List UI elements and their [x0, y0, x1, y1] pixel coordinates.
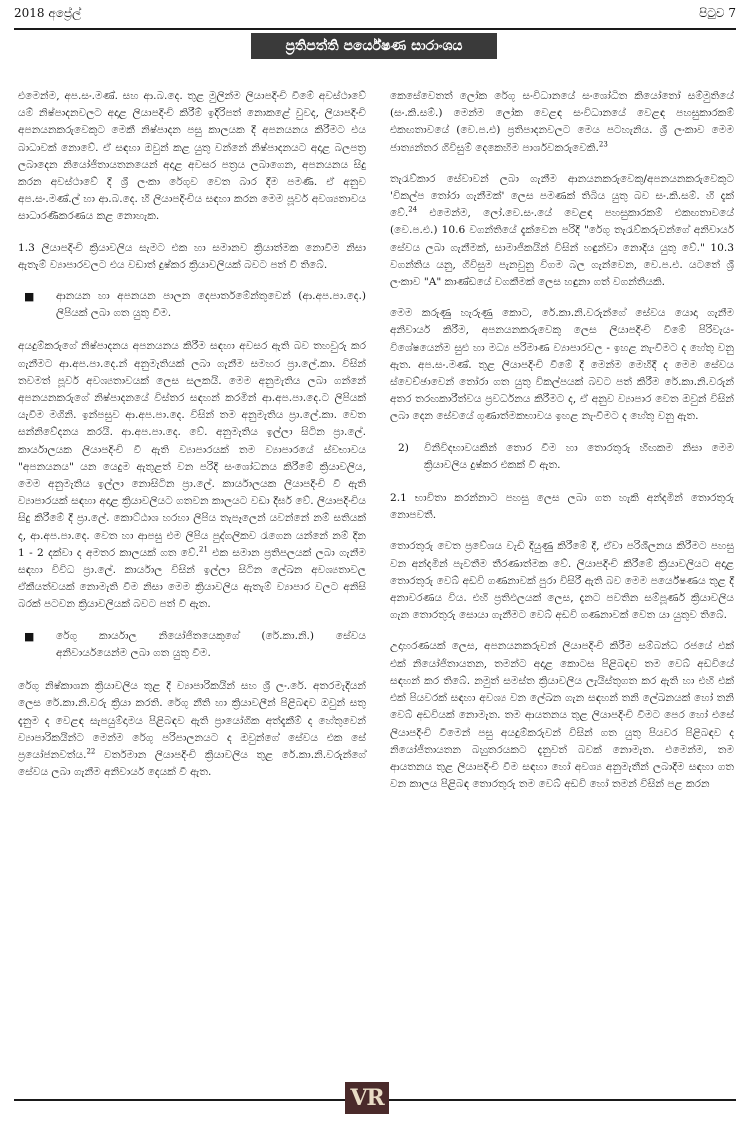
publisher-logo: VR	[345, 1082, 389, 1114]
bullet-item	[18, 288, 366, 322]
left-column	[18, 88, 366, 1062]
bullet-text: ආනයන හා අපනයන පාලන දෙපාර්තමේන්තුවෙන් (ආ.අප.පා.දෙ.) ලිපියක් ලබා ගත යුතු වීම.	[56, 290, 366, 320]
footnote-ref: 22	[86, 747, 96, 756]
paragraph: තොරතුරු වෙත ප්‍රවේශය වැඩි දියුණු කිරීමේ දී, ඒවා පරිශීලනය කිරීමට පහසු වන අන්දමින් පැවතීම තීරණාත්මක වේ. ලියාපදිංචි කිරීමේ ක්‍රියාවලියට අදාළ තොරතුරු වෙබ් අඩවි ගණනාවක් පුරා විසිරී ඇති බව මෙම පර්යේෂණය තුළ දී අනාවරණය විය. එහි ප්‍රතිඵලයක් ලෙස, දැනට පවතින සම්පූර්ණ ක්‍රියාවලිය ගැන තොරතුරු සොයා ගැනීමට වෙබ් අඩවි ගණනාවක් වෙත යා යුතුව තිබේ.	[390, 540, 734, 622]
bullet-text: රේගු කාර්යාල නියෝජිතයෙකුගේ (රේ.කා.නි.) සේවය අනිවාර්යයෙන්ම ලබා ගත යුතු වීම.	[56, 629, 366, 659]
paragraph: රේගු නිෂ්කාශන ක්‍රියාවලිය තුළ දී ව්‍යාපාරිකයින් සහ ශ්‍රී ලං.රේ. අතරමැදියන් ලෙස රේ.කා.නි.වරු ක්‍රියා කරති. රේගු නීති හා ක්‍රියාවලීන් පිළිබඳව ඔවුන් සතු දැනුම ද වෙළඳ සැපයුම්දාමය පිළිබඳව ඇති ප්‍රායෝගික අත්දැකීම් ද හේතුවෙන් ව්‍යාපාරිකයින්ට මෙන්ම රේගු පරිපාලනයට ද ඔවුන්ගේ සේවය එක සේ ප්‍රයෝජනවත්ය.$^{22}$ වර්තමාන ලියාපදිංචි ක්‍රියාවලිය තුළ රේ.කා.නි.වරුන්ගේ සේවය ලබා ගැනීම අනිවාර්ය දෙයක් වී ඇත.	[18, 680, 366, 779]
page-number: පිටුව 7	[699, 6, 736, 20]
item-number: 2)	[398, 441, 409, 454]
section-banner: ප්‍රතිපත්ති පර්යේෂණ සාරාංශය	[251, 33, 497, 59]
paragraph: කෙසේවෙතත් ලෝක රේගු සංවිධානයේ සංශෝධිත කියෝතෝ සම්මුතියේ (සං.කි.සම්.) මෙන්ම ලෝක වෙළඳ සංවිධානයේ වෙළඳ පහසුකාරකම් එකඟතාවයේ (වෙ.ප.එ) ප්‍රතිපාදනවලට මෙය පටහැනිය. ශ්‍රී ලංකාව මෙම ජාත්‍යන්තර ගිවිසුම් දෙකෙහිම පාර්ශවකරුවෙකි.$^{23}$	[390, 90, 734, 154]
paragraph: එමෙන්ම, අප.සං.මණ්. සහ ආ.බ.දෙ. තුළ මුලින්ම ලියාපදිංචි වීමේ අවස්ථාවේ යම් නිෂ්පාදනවලට අදාළ ලියාපදිංචි කිරීම් ඉදිරිපත් නොකළේ වුවද, ලියාපදිංචි අපනයනකරුවෙකුට මෙකී නිෂ්පාදන පසු කාලයක දී අපනයනය කිරීමට එය බාධාවක් නොවේ. ඒ සඳහා ඔවුන් කළ යුතු වන්නේ නිෂ්පාදනයට අදාළ බලපත්‍ර ලබාදෙන නියෝජිතායතනයෙන් අදාළ අවසර පත්‍රය ලබාගෙන, අපනයනය සිදු කරන අවස්ථාවේ දී ශ්‍රී ලංකා රේගුව වෙත බාර දීම පමණි. ඒ අනුව අප.සං.මණ්.ල් හා ආ.බ.දෙ. හි ලියාපදිංචිය සඳහා කරන මෙම පූර්ව අවශ්‍යතාවය සාධාරණීකරණය කළ නොහැක.	[18, 90, 366, 223]
paragraph: උදාහරණයක් ලෙස, අපනයනකරුවන් ලියාපදිංචි කිරීම සම්බන්ධ රජයේ එක් එක් නියෝජිතායතන, තමන්ට අදාළ කොටස පිළිබඳව තම වෙබ් අඩවියේ සඳහන් කර තිබේ. නමුත් සමස්ත ක්‍රියාවලිය ලැයිස්තුගත කර ඇති හා එහි එක් එක් පියවරක් සඳහා අවශ්‍ය වන ලේඛන ගැන සඳහන් තනි ලේඛනයක් හෝ තනි වෙබ් අඩවියක් නොමැත. තම ආයතනය තුළ ලියාපදිංචි වීමට පෙර හෝ එසේ ලියාපදිංචි වීමෙන් පසු අයදුම්කරුවන් විසින් ගත යුතු පියවර පිළිබඳව ද නියෝජිතායතන බහුතරයකට දැනුවත් බවක් නොමැත. එමෙන්ම, තම ආයතනය තුළ ලියාපදිංචි වීම සඳහා හෝ අවශ්‍ය අනුමැතීන් ලබාදීම සඳහා ගත වන කාලය පිළිබඳ තොරතුරු තම වෙබ් අඩවි හෝ තමන් විසින් පළ කරන	[390, 640, 734, 791]
footnote-ref: 21	[199, 545, 208, 554]
right-column	[390, 88, 734, 1062]
header-rule	[14, 28, 736, 30]
numbered-text: විනිවිදභාවයකින් තොර වීම හා තොරතුරු හිඟකම නිසා මෙම ක්‍රියාවලිය දුෂ්කර එකක් වී ඇත.	[424, 441, 734, 471]
footnote-ref: 24	[408, 205, 418, 214]
paragraph: 1.3 ලියාපදිංචි ක්‍රියාවලිය සැමට එක හා සමානව ක්‍රියාත්මක නොවීම නිසා ඇතැම් ව්‍යාපාරවලට එය වඩාත් දුෂ්කර ක්‍රියාවලියක් බවට පත් වී තිබේ.	[18, 241, 366, 271]
paragraph: අයදුම්කරුගේ නිෂ්පාදනය අපනයනය කිරීම සඳහා අවසර ඇති බව තහවුරු කර ගැනීමට ආ.අප.පා.දෙ.න් අනුමැතියක් ලබා ගැනීම සමහර ප්‍රා.ලේ.කා. විසින් තවමත් පූර්ව අවශ්‍යතාවයක් ලෙස සලකයි. මෙම අනුමැතිය ලබා ගන්නේ අපනයනකරුගේ නිෂ්පාදනයේ විස්තර සඳහන් කරමින් ආ.අප.පා.දෙ.ට ලිපියක් යැවීම මගිනි. ඉන්පසුව ආ.අප.පා.දෙ. විසින් තම අනුමැතිය ප්‍රා.ලේ.කා. වෙත සන්නිවේදනය කරයි. ආ.අප.පා.දෙ. වේ. අනුමැතිය ඉල්ලා සිටින ප්‍රා.ලේ. කාර්යාලයක ලියාපදිංචි වී ඇති ව්‍යාපාරයක් තම ව්‍යාපාරයේ ස්වභාවය "අපනයනය" යන යෙදුම ඇතුළත් වන පරිදි සංශෝධනය කිරීමේ ක්‍රියාවලිය, මෙම අනුමැතිය ඉල්ලා නොසිටින ප්‍රා.ලේ. කාර්යාලයක ලියාපදිංචි වී ඇති ව්‍යාපාරයක් සඳහා අදාළ ක්‍රියාවලියට ගතවන කාලයට වඩා දීර්ඝ වේ. ලියාපදිංචිය සිදු කිරීමේ දී ප්‍රා.ලේ. කොට්ඨාශ හරහා ලිපිය තැපෑලෙන් යවන්නේ නම් සතියක් ද, ආ.අප.පා.දෙ. වෙත හා ආපසු එම ලිපිය පුද්ගලිකව රැගෙන යන්නේ නම් දින 1 - 2 දක්වා ද අමතර කාලයක් ගත වේ.$^{21}$ එක සමාන ප්‍රතිපලයක් ලබා ගැනීම සඳහා විවිධ ප්‍රා.ලේ. කාර්යාල විසින් ඉල්ලා සිටින ලේඛන අවශ්‍යතාවල ඒකීයත්වයක් නොමැති වීම නිසා මෙම ක්‍රියාවලිය ඇතැම් ව්‍යාපාර වලට අනිසි බරක් පටවන ක්‍රියාවලියක් බවට පත් වී ඇත.	[18, 340, 366, 611]
issue-date: 2018 අප්‍රේල්	[14, 6, 82, 20]
square-bullet-icon: ■	[24, 290, 35, 304]
page-header	[14, 4, 736, 24]
square-bullet-icon: ■	[24, 629, 35, 643]
numbered-item	[390, 440, 734, 474]
bullet-item	[18, 628, 366, 662]
paragraph: තැරැව්කාර සේවාවන් ලබා ගැනීම ආනයනකරුවෙකු/අපනයනකරුවෙකුට 'විකල්ප තෝරා ගැනීමක්' ලෙස පමණක් තිබිය යුතු බව සං.කි.සම්. හි දැක් වේ.$^{24}$ එමෙන්ම, ලෝ.වෙ.සං.යේ වෙළඳ පහසුකාරකම් එකඟතාවයේ (වෙ.ප.එ.) 10.6 වගන්තියේ දැක්වෙන පරිදි "රේගු තැරැව්කරුවන්ගේ අනිවාර්ය සේවය ලබා ගැනීමක්, සාමාජිකයින් විසින් හඳුන්වා නොදිය යුතු වේ." 10.3 වගන්තිය යනු, ගිවිසුම පැනවුනු විගම බල ගැන්වෙන, වෙ.ප.එ. යටතේ ශ්‍රී ලංකාව "A" කාණ්ඩයේ වගකීමක් ලෙස හඳුනා ගත් වගන්තියකි.	[390, 172, 734, 289]
footnote-ref: 23	[598, 140, 608, 149]
paragraph: මෙම කරුණු හැරුණු කොට, රේ.කා.නි.වරුන්ගේ සේවය යොදා ගැනීම අනිවාර්ය කිරීම, අපනයනකරුවෙකු ලෙස ලියාපදිංචි වීමේ පිරිවැය-විශේෂයෙන්ම සුළු හා මධ්‍ය පරිමාණ ව්‍යාපාරවල - ඉහළ නැංවීමට ද හේතු වනු ඇත. අප.සං.මණ්. තුළ ලියාපදිංචි වීමේ දී මෙන්ම මෙහිදී ද මෙම සේවය ස්වෙච්ඡාවෙන් තෝරා ගත යුතු විකල්පයක් බවට පත් කිරීම රේ.කා.නි.වරුන් අතර තරඟකාරීත්වය ප්‍රවර්ධනය කිරීමට ද, ඒ අනුව ව්‍යාපාර වෙත ඔවුන් විසින් ලබා දෙන සේවයේ ගුණාත්මකභාවය ඉහළ නැංවීමට ද හේතු වනු ඇත.	[390, 307, 734, 423]
paragraph: 2.1 භාවිතා කරන්නාට පහසු ලෙස ලබා ගත හැකි අන්දමින් තොරතුරු නොපවතී.	[390, 492, 734, 522]
